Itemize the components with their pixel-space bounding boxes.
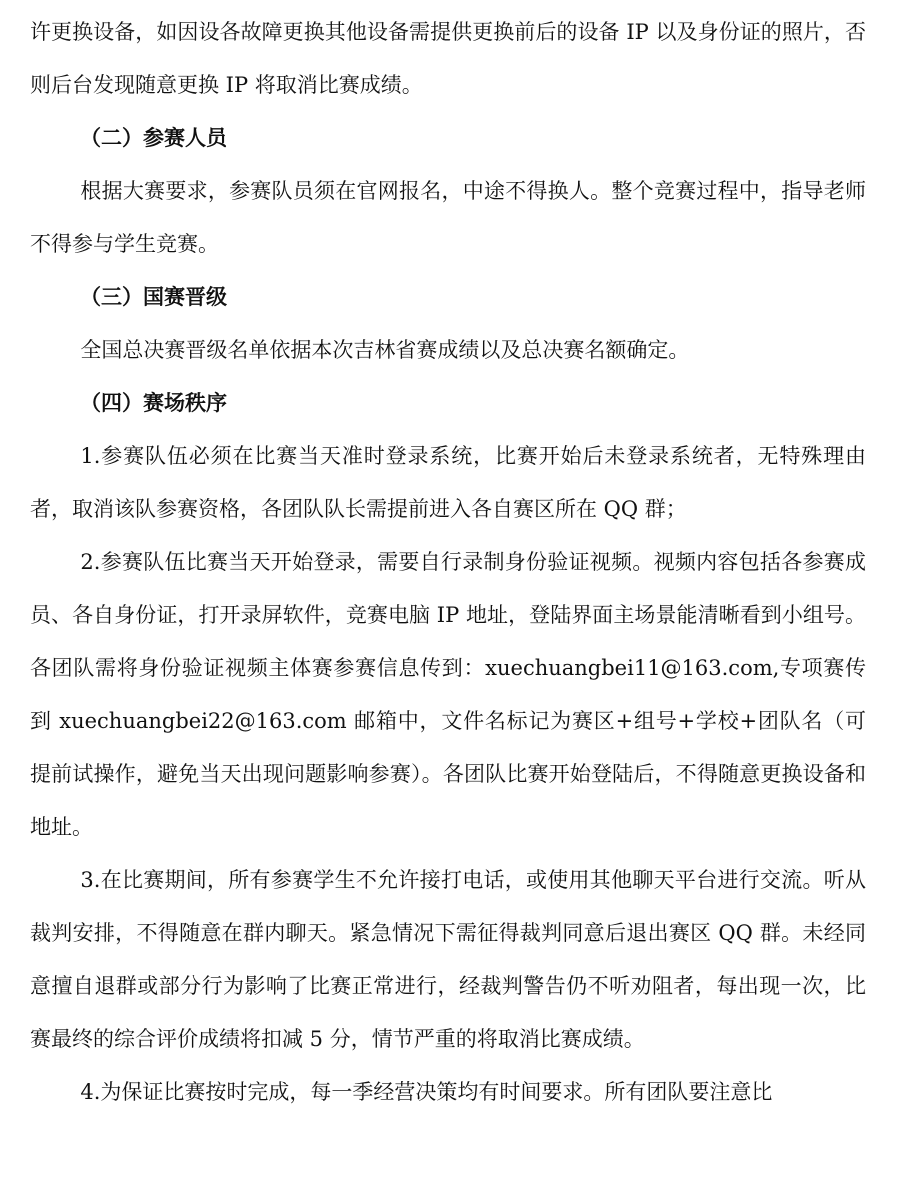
rule-item-3: 3.在比赛期间，所有参赛学生不允许接打电话，或使用其他聊天平台进行交流。听从裁判安排，不得随意在群内聊天。紧急情况下需征得裁判同意后退出赛区 QQ 群。未经同意擅自退群或部分行为影响了比赛正常进行，经裁判警告仍不听劝阻者，每出现一次，比赛最终的综合评价成绩将扣减 5 分，情节严重的将取消比赛成绩。 (30, 868, 866, 1051)
rule-item-1: 1.参赛队伍必须在比赛当天准时登录系统，比赛开始后未登录系统者，无特殊理由者，取消该队参赛资格，各团队队长需提前进入各自赛区所在 QQ 群； (30, 444, 866, 521)
section-heading-venue-order: （四）赛场秩序 (80, 391, 227, 415)
rule-item-4: 4.为保证比赛按时完成，每一季经营决策均有时间要求。所有团队要注意比 (80, 1080, 773, 1104)
paragraph-national-promotion: 全国总决赛晋级名单依据本次吉林省赛成绩以及总决赛名额确定。 (80, 338, 690, 362)
rule-item-2: 2.参赛队伍比赛当天开始登录，需要自行录制身份验证视频。视频内容包括各参赛成员、各自身份证，打开录屏软件，竞赛电脑 IP 地址，登陆界面主场景能清晰看到小组号。各团队需将身份验证视频主体赛参赛信息传到：xuechuangbei11@163.com,专项赛传到 xuechuangbei22@163.com 邮箱中，文件名标记为赛区+组号+学校+团队名（可提前试操作，避免当天出现问题影响参赛）。各团队比赛开始登陆后，不得随意更换设备和地址。 (30, 550, 866, 839)
paragraph-intro: 许更换设备，如因设各故障更换其他设备需提供更换前后的设备 IP 以及身份证的照片，否则后台发现随意更换 IP 将取消比赛成绩。 (30, 20, 866, 97)
section-heading-participants: （二）参赛人员 (80, 126, 227, 150)
paragraph-participants: 根据大赛要求，参赛队员须在官网报名，中途不得换人。整个竞赛过程中，指导老师不得参与学生竞赛。 (30, 179, 866, 256)
section-heading-national-promotion: （三）国赛晋级 (80, 285, 227, 309)
